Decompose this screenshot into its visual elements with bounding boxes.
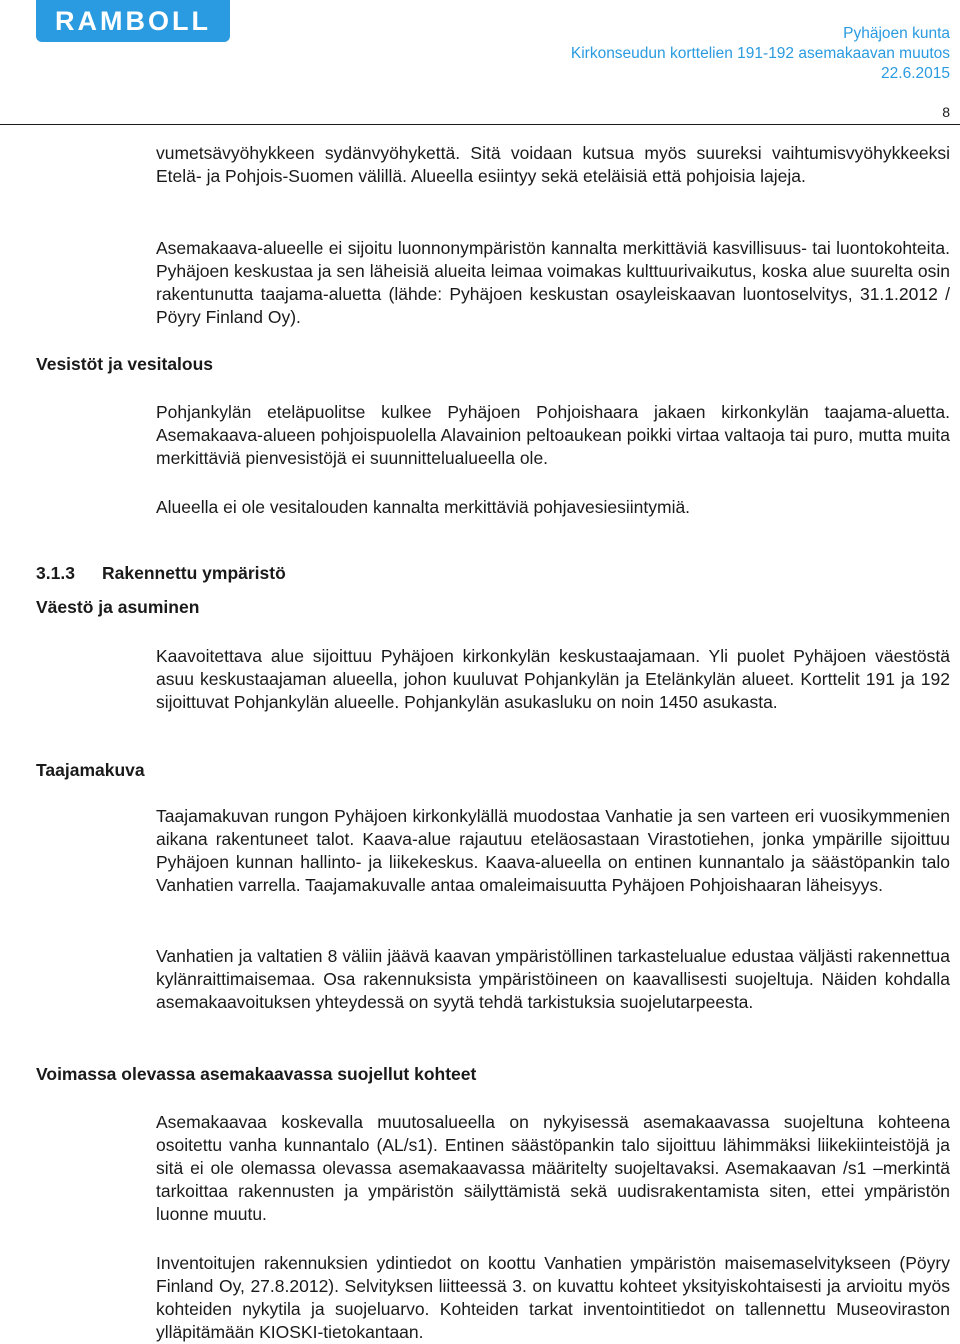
paragraph-suojelu: Asemakaavaa koskevalla muutosalueella on nykyisessä asemakaavassa suojeltuna kohteena osoitettu vanha kunnantalo (AL/s1). Entinen säästöpankin talo sijoittuu lähimmäksi liikekiinteistöjä ja sitä ei ole olemassa olevassa asemakaavassa määritelty suojeltavaksi. Asemakaavan /s1 –merkintä tarkoittaa rakennusten ja ympäristön säilyttämistä sekä uudisrakentamista siten, ettei ympäristön luonne muutu. [156,1112,950,1224]
header-divider [0,124,960,125]
logo-text: RAMBOLL [55,5,211,36]
document-date: 22.6.2015 [881,65,950,82]
paragraph-vaesto: Kaavoitettava alue sijoittuu Pyhäjoen kirkonkylän keskustaajamaan. Yli puolet Pyhäjoen väestöstä asuu keskustaajaman alueella, johon kuuluvat Pohjankylän ja Etelänkylän alueet. Korttelit 191 ja 192 sijoittuvat Pohjankylän alueelle. Pohjankylän asukasluku on noin 1450 asukasta. [156,646,950,712]
section-number: 3.1.3 [36,563,75,583]
client-name: Pyhäjoen kunta [843,25,950,42]
paragraph-taajamakuva: Taajamakuvan rungon Pyhäjoen kirkonkylällä muodostaa Vanhatie ja sen varteen eri vuosikymmenien aikana rakentuneet talot. Kaava-alue rajautuu eteläosastaan Virastotiehen, jonka ympärille sijoittuu Pyhäjoen kunnan hallinto- ja liikekeskus. Kaava-alueella on entinen kunnantalo ja säästöpankin talo Vanhatien varrella. Taajamakuvalle antaa omaleimaisuutta Pyhäjoen Pohjoishaaran läheisyys. [156,806,950,895]
page-number: 8 [942,104,950,120]
side-heading-vesistot: Vesistöt ja vesitalous [36,354,214,374]
paragraph-vyohyke: vumetsävyöhykkeen sydänvyöhykettä. Sitä voidaan kutsua myös suureksi vaihtumisvyöhykkeeksi Etelä- ja Pohjois-Suomen välillä. Alueella esiintyy sekä eteläisiä että pohjoisia lajeja. [156,143,950,186]
subheading-suojellut: Voimassa olevassa asemakaavassa suojellut kohteet [36,1064,477,1084]
side-heading-taajamakuva: Taajamakuva [36,760,145,780]
paragraph-inventointi: Inventoitujen rakennuksien ydintiedot on koottu Vanhatien ympäristön maisemaselvitykseen (Pöyry Finland Oy, 27.8.2012). Selvityksen liitteessä 3. on kuvattu kohteet yksityiskohtaisesti ja arvioitu myös kohteiden nykytila ja suojeluarvo. Kohteiden tarkat inventointitiedot on tallennettu Museoviraston ylläpitämään KIOSKI-tietokantaan. [156,1253,950,1342]
paragraph-kylanraitti: Vanhatien ja valtatien 8 väliin jäävä kaavan ympäristöllinen tarkastelualue edustaa väljästi rakennettua kylänraittimaisemaa. Osa rakennuksista ympäristöineen on kaavallisesti suojeltuja. Näiden kohdalla asemakaavoituksen yhteydessä on syytä tehdä tarkistuksia suojelutarpeesta. [156,946,950,1012]
document-header [571,24,950,84]
paragraph-luontokohteet: Asemakaava-alueelle ei sijoitu luonnonympäristön kannalta merkittäviä kasvillisuus- tai luontokohteita. Pyhäjoen keskustaa ja sen läheisiä alueita leimaa voimakas kulttuurivaikutus, koska alue suurelta osin rakentunutta taajama-aluetta (lähde: Pyhäjoen keskustan osayleiskaavan luontoselvitys, 31.1.2012 / Pöyry Finland Oy). [156,238,950,327]
ramboll-logo [36,0,230,42]
subheading-vaesto: Väestö ja asuminen [36,597,200,617]
project-title: Kirkonseudun korttelien 191-192 asemakaavan muutos [570,45,950,62]
section-heading-3-1-3 [36,563,286,584]
paragraph-pohjoishaara: Pohjankylän eteläpuolitse kulkee Pyhäjoen Pohjoishaara jakaen kirkonkylän taajama-aluetta. Asemakaava-alueen pohjoispuolella Alavainion peltoaukean poikki virtaa valtaoja tai puro, mutta muita merkittäviä pienvesistöjä ei suunnittelualueella ole. [156,402,950,468]
paragraph-pohjavesi: Alueella ei ole vesitalouden kannalta merkittäviä pohjavesiesiintymiä. [156,497,691,517]
section-title: Rakennettu ympäristö [102,563,286,583]
